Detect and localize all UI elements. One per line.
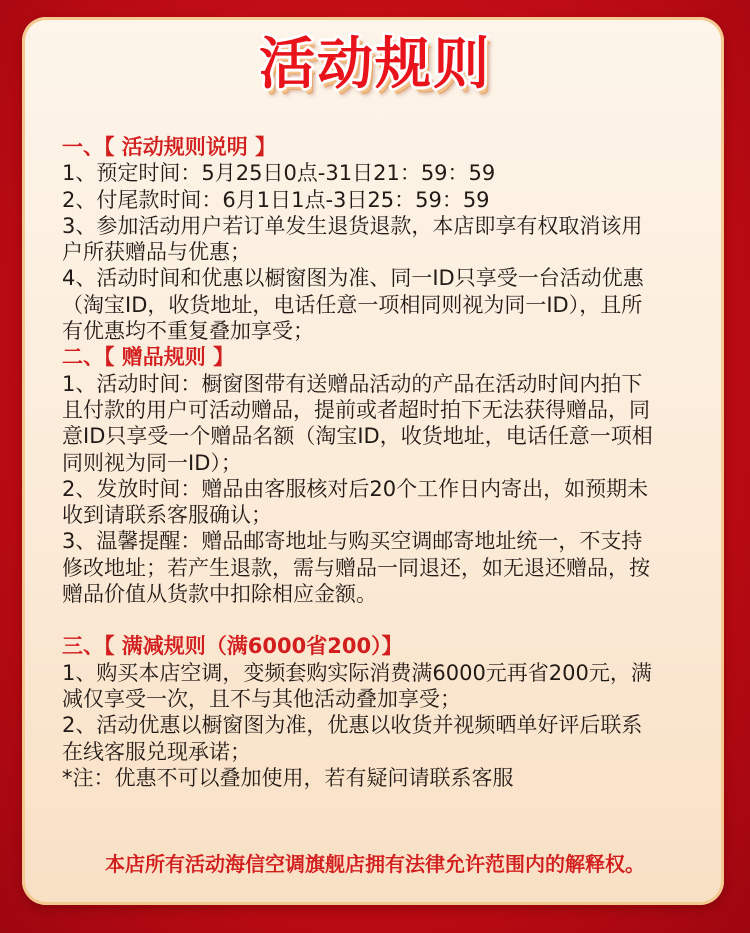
rule-line: 1、活动时间：橱窗图带有送赠品活动的产品在活动时间内拍下 (62, 371, 643, 396)
rule-line: 3、温馨提醒：赠品邮寄地址与购买空调邮寄地址统一，不支持 (62, 529, 643, 554)
section-heading: 二、【 赠品规则 】 (62, 345, 235, 370)
section-heading: 一、【 活动规则说明 】 (62, 135, 277, 159)
rule-line: 在线客服兑现承诺； (62, 739, 251, 764)
rule-line: 赠品价值从货款中扣除相应金额。 (62, 582, 377, 607)
rule-line: 减仅享受一次，且不与其他活动叠加享受； (62, 686, 461, 711)
section-heading: 三、【 满减规则（满6000省200）】 (62, 634, 403, 659)
rule-line: 户所获赠品与优惠； (62, 240, 251, 265)
rule-line: 2、付尾款时间：6月1日1点-3日25：59：59 (62, 187, 490, 212)
footer-disclaimer: 本店所有活动海信空调旗舰店拥有法律允许范围内的解释权。 (105, 852, 645, 876)
rule-line: 同则视为同一ID）； (62, 450, 242, 475)
rule-line: 且付款的用户可活动赠品，提前或者超时拍下无法获得赠品，同 (62, 397, 650, 422)
rule-line: 1、购买本店空调，变频套购实际消费满6000元再省200元，满 (62, 660, 652, 685)
rule-line: （淘宝ID，收货地址，电话任意一项相同则视为同一ID），且所 (62, 292, 643, 317)
section-activity-rules (62, 134, 702, 344)
rule-line: 2、发放时间：赠品由客服核对后20个工作日内寄出，如预期未 (62, 476, 649, 501)
section-discount-rules (62, 633, 702, 791)
rule-line: 意ID只享受一个赠品名额（淘宝ID，收货地址，电话任意一项相 (62, 424, 653, 449)
rule-line: 1、预定时间：5月25日0点-31日21：59：59 (62, 161, 496, 186)
section-spacer (62, 607, 702, 633)
rule-line: 修改地址；若产生退款，需与赠品一同退还，如无退还赠品，按 (62, 555, 650, 580)
rule-line: 收到请联系客服确认； (62, 503, 272, 528)
rule-line: 4、活动时间和优惠以橱窗图为准、同一ID只享受一台活动优惠 (62, 266, 644, 291)
rule-line: 2、活动优惠以橱窗图为准，优惠以收货并视频晒单好评后联系 (62, 713, 643, 738)
rule-line: 有优惠均不重复叠加享受； (62, 319, 314, 344)
rule-line: 3、参加活动用户若订单发生退货退款，本店即享有权取消该用 (62, 213, 643, 238)
rules-content (62, 134, 702, 791)
page-title: 活动规则 (259, 32, 491, 97)
rule-line: *注：优惠不可以叠加使用，若有疑问请联系客服 (62, 765, 514, 790)
section-gift-rules (62, 344, 702, 607)
